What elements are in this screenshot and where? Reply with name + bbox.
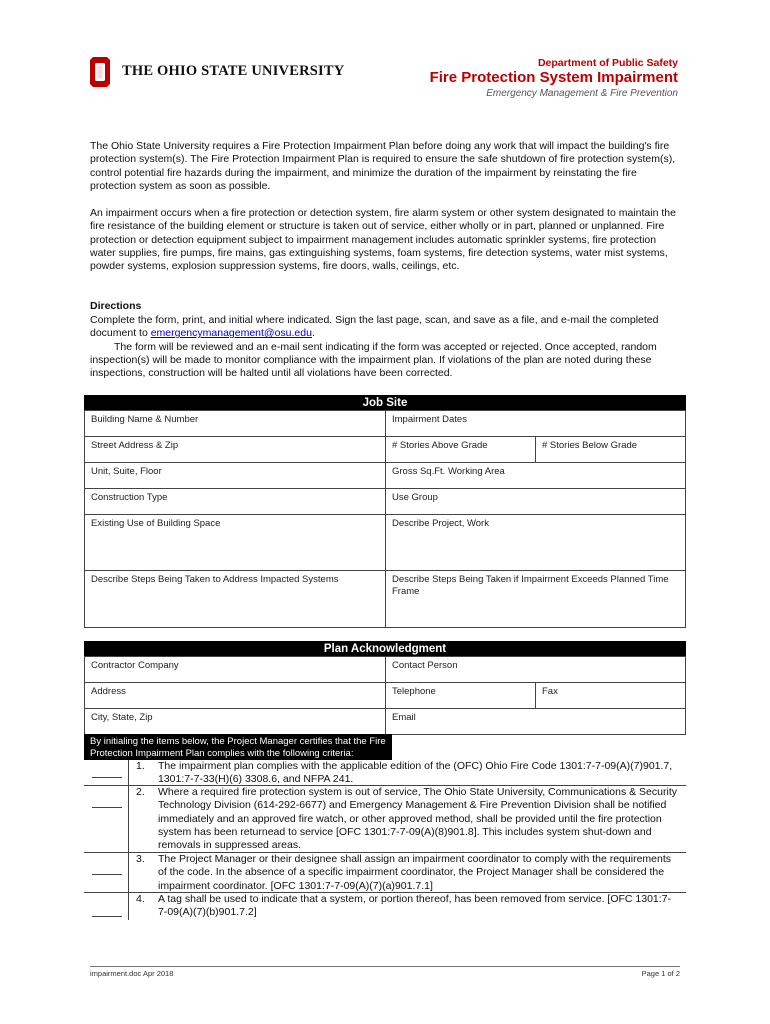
item-text: Where a required fire protection system is out of service, The Ohio State University, Communications & Security Technology Division (614-292-6677) and Emergency Management & Fire Prevention Division shall be notified immediately and an approved fire watch, or other approved method, shall be provided until the fire protection system has been returnead to service [OFC 1301:7-7-09(A)(8)901.8]. This includes system shut-down and removals in suppressed areas. bbox=[158, 786, 677, 852]
steps-exceeds-field[interactable]: Describe Steps Being Taken if Impairment Exceeds Planned Time Frame bbox=[392, 574, 669, 597]
contact-person-field[interactable]: Contact Person bbox=[392, 660, 458, 671]
initial-line bbox=[92, 807, 122, 808]
address-field[interactable]: Address bbox=[85, 683, 386, 708]
initial-box[interactable] bbox=[84, 853, 129, 893]
contractor-company-field[interactable]: Contractor Company bbox=[85, 657, 386, 682]
existing-use-field[interactable]: Existing Use of Building Space bbox=[85, 515, 386, 570]
initial-box[interactable] bbox=[84, 760, 129, 786]
describe-project-field[interactable]: Describe Project, Work bbox=[392, 518, 489, 529]
table-row bbox=[85, 708, 685, 734]
item-number: 3. bbox=[136, 853, 145, 865]
table-row bbox=[85, 436, 685, 462]
item-number: 1. bbox=[136, 760, 145, 772]
item-number: 4. bbox=[136, 893, 145, 905]
fax-field[interactable]: Fax bbox=[542, 686, 558, 697]
table-row bbox=[85, 462, 685, 488]
plan-table bbox=[84, 656, 686, 735]
initial-line bbox=[92, 916, 122, 917]
document-subtitle: Emergency Management & Fire Prevention bbox=[486, 88, 678, 99]
street-address-field[interactable]: Street Address & Zip bbox=[85, 437, 386, 462]
footer-filename: impairment.doc Apr 2018 bbox=[90, 969, 174, 978]
table-row bbox=[85, 488, 685, 514]
table-row bbox=[85, 570, 685, 627]
criteria-intro: By initialing the items below, the Project Manager certifies that the Fire Protection Impairment Plan complies with the following criteria: bbox=[84, 734, 392, 760]
table-row bbox=[85, 656, 685, 682]
item-text: A tag shall be used to indicate that a system, or portion thereof, has been removed from service. [OFC 1301:7-7-09(A)(7)(b)901.7.2] bbox=[158, 893, 672, 919]
job-site-table bbox=[84, 410, 686, 628]
intro-paragraph-2: An impairment occurs when a fire protection or detection system, fire alarm system or other system designated to maintain the fire resistance of the building element or structure is taken out of service, either wholly or in part, planned or unplanned. Fire protection or detection equipment subject to impairment management includes automatic sprinkler systems, fire protection water supplies, fire pumps, fire mains, gas extinguishing systems, foam systems, fire detection systems, water mist systems, powder systems, explosion suppression systems, fire doors, walls, ceilings, etc. bbox=[90, 207, 676, 273]
block-o-icon bbox=[89, 56, 111, 88]
list-item bbox=[84, 853, 686, 893]
document-title: Fire Protection System Impairment bbox=[429, 69, 678, 86]
department-name: Department of Public Safety bbox=[537, 57, 678, 69]
item-text: The Project Manager or their designee shall assign an impairment coordinator to comply with the requirements of the code. In the absence of a specific impairment coordinator, the Project Manager shall be considered the impairment coordinator. [OFC 1301:7-7-09(A)(7)(a)901.7.1] bbox=[158, 853, 672, 892]
list-item bbox=[84, 760, 686, 786]
gross-sqft-field[interactable]: Gross Sq.Ft. Working Area bbox=[392, 466, 505, 477]
impairment-dates-field[interactable]: Impairment Dates bbox=[392, 414, 467, 425]
directions-line1-end: . bbox=[311, 327, 315, 340]
initial-box[interactable] bbox=[84, 893, 129, 920]
telephone-field[interactable]: Telephone bbox=[386, 683, 536, 708]
email-link[interactable]: emergencymanagement@osu.edu bbox=[150, 327, 312, 340]
stories-above-field[interactable]: # Stories Above Grade bbox=[386, 437, 536, 462]
list-item bbox=[84, 786, 686, 853]
university-name: THE OHIO STATE UNIVERSITY bbox=[122, 63, 345, 79]
city-state-zip-field[interactable]: City, State, Zip bbox=[85, 709, 386, 734]
criteria-list bbox=[84, 760, 686, 920]
email-field[interactable]: Email bbox=[392, 712, 416, 723]
initial-line bbox=[92, 874, 122, 875]
plan-acknowledgment-header: Plan Acknowledgment bbox=[84, 641, 686, 657]
directions-line1: Complete the form, print, and initial where indicated. Sign the last page, scan, and save as a file, and e-mail the completed document to bbox=[90, 314, 659, 340]
intro-paragraph-1: The Ohio State University requires a Fire Protection Impairment Plan before doing any work that will impact the building's fire protection system(s). The Fire Protection Impairment Plan is required to ensure the safe shutdown of fire protection system(s), control potential fire hazards during the impairment, and minimize the duration of the impairment by reinstating the fire protection system as soon as possible. bbox=[90, 140, 676, 192]
directions-body bbox=[90, 314, 682, 380]
steps-impacted-field[interactable]: Describe Steps Being Taken to Address Impacted Systems bbox=[85, 571, 386, 627]
construction-type-field[interactable]: Construction Type bbox=[85, 489, 386, 514]
job-site-header: Job Site bbox=[84, 395, 686, 411]
item-number: 2. bbox=[136, 786, 145, 798]
table-row bbox=[85, 682, 685, 708]
building-name-field[interactable]: Building Name & Number bbox=[85, 411, 386, 436]
item-text: The impairment plan complies with the applicable edition of the (OFC) Ohio Fire Code 1301:7-7-09(A)(7)901.7, 1301:7-7-33(H)(6) 3308.6, and NFPA 241. bbox=[158, 760, 673, 786]
list-item bbox=[84, 893, 686, 920]
page-number: Page 1 of 2 bbox=[641, 969, 680, 978]
osu-logo bbox=[89, 56, 345, 90]
initial-line bbox=[92, 777, 122, 778]
table-row bbox=[85, 410, 685, 436]
use-group-field[interactable]: Use Group bbox=[392, 492, 438, 503]
stories-below-field[interactable]: # Stories Below Grade bbox=[542, 440, 638, 451]
directions-heading: Directions bbox=[90, 300, 142, 312]
footer-divider bbox=[90, 966, 680, 967]
directions-line2: The form will be reviewed and an e-mail sent indicating if the form was accepted or rejected. Once accepted, random inspection(s) will be made to monitor compliance with the impairment plan. If violations of the plan are noted during these inspections, construction will be halted until all violations have been corrected. bbox=[90, 340, 657, 380]
table-row bbox=[85, 514, 685, 570]
initial-box[interactable] bbox=[84, 786, 129, 853]
unit-suite-field[interactable]: Unit, Suite, Floor bbox=[85, 463, 386, 488]
